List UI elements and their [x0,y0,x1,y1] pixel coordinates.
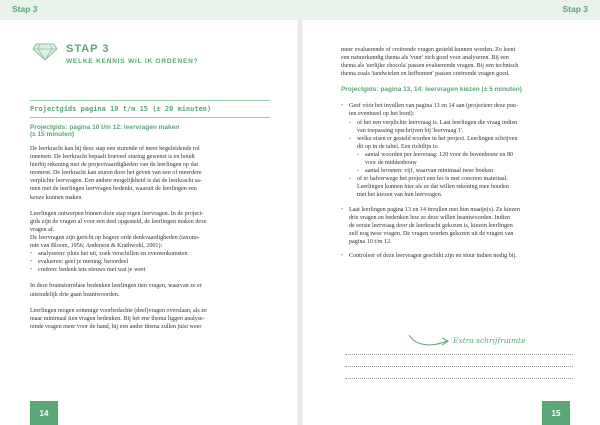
taxonomy-list [30,250,275,274]
arrow-icon [407,332,451,348]
right-page [303,20,600,425]
divider-top [30,100,270,101]
list-item: - aantal woorden per leervraag: 120 voor de bovenbouw en 80 voor de middenbouw [357,151,591,167]
page-number-right: 15 [542,401,570,425]
divider-bottom [30,117,270,118]
list-item: • Controleer of deze leervragen geschikt zijn en stuur indien nodig bij. [341,252,591,260]
list-item: • creëren: bedenk iets nieuws met wat je weet [30,266,275,274]
subsection-heading-time: (± 15 minuten) [30,131,75,138]
writing-line [345,354,573,355]
list-item: • evalueren: geef je mening, beoordeel [30,258,275,266]
running-header-right: Stap 3 [562,4,588,14]
paragraph: De leerkracht kan bij deze stap een sturende of meer begeleidende rol innemen. De leerkracht bepaalt hoeveel sturing gewenst is en houdt hierbij rekening met de projectvaardigheden van de leerlingen op dat moment. De leerkracht kan sturen door het geven van een of meerdere verplichte leervragen. Een andere mogelijkheid is dat de leerkracht sa- men met de leerlingen leervragen bedenkt, waaruit de leerlingen een keuze kunnen maken. [30,146,202,201]
instruction-list [341,102,591,260]
page-number-left: 14 [30,401,58,425]
section-heading: Projectgids pagina 10 t/m 15 (± 20 minuten) [30,105,212,113]
page-title: STAP 3 [66,43,110,55]
subsection-heading: Projectgids: pagina 13, 14: leervragen kiezen (± 5 minuten) [341,86,522,94]
diamond-icon [32,43,58,61]
writing-line [345,366,573,367]
running-header-left: Stap 3 [12,4,38,14]
list-item: • Geef vóór het invullen van pagina 13 en 14 aan (projecteer deze pun- ten eventueel op het bord): - of het een verplichte leervraag is. Laat leerlingen die vraag indien van toepassing opschrijven bij 'leervraag 1'. - welke eisen er gesteld worden in het project. Leerlingen schrijven dit op in de tabel. Een richtlijn is: - aantal woorden per leervraag: 120 voor de bovenbouw en 80 voor de middenbouw - aantal bronnen: vijf, waarvan minimaal twee boeken - of er halverwege het project een les is met concreet materiaal. Leerlingen kunnen hier als ze dat willen rekening mee houden met het kiezen van hun leervragen. [341,102,591,199]
list-item: • Laat leerlingen pagina 13 en 14 invullen met hun maatje(s). Ze kiezen drie vragen en bedenken hoe ze deze willen beantwoorden. Indien de eerste leervraag door de leerkracht gekozen is, kiezen leerlingen zelf nog twee vragen. De vragen worden gekozen uit de vragen van pagina 10 t/m 12. [341,206,591,246]
requirement-list [349,119,591,200]
paragraph: Leerlingen mogen sommige voorbedachte (deel)vragen overslaan, als ze maar minimaal tien vragen bedenken. Bij het ene thema liggen analyse- rende vragen meer voor de hand, bij een ander thema zullen juist weer [30,307,207,330]
running-header [0,0,600,20]
writing-line [345,378,573,379]
left-body [30,124,275,331]
subsection-heading: Projectgids: pagina 10 t/m 12: leervragen maken [30,124,180,131]
list-item: - of er halverwege het project een les is met concreet materiaal. Leerlingen kunnen hier als ze dat willen rekening mee houden met het kiezen van hun leervragen. [349,175,591,199]
paragraph: meer evaluerende of creërende vragen gesteld kunnen worden. Zo leent een natuurkundig thema als 'vuur' zich goed voor analyseren. Bij een thema als 'eerlijke chocola' passen evaluerende vragen. Bij een technisch thema zoals 'tandwielen en hefbomen' passen creërende vragen goed. [341,47,519,78]
right-body [341,46,591,260]
page-subtitle: WELKE KENNIS WIL IK ORDENEN? [66,58,199,65]
list-item: - of het een verplichte leervraag is. Laat leerlingen die vraag indien van toepassing opschrijven bij 'leervraag 1'. [349,119,591,135]
guideline-list [357,151,591,175]
left-page [0,20,297,425]
paragraph: Leerlingen ontwerpen binnen deze stap eigen leervragen. In de project- gids zijn de vragen al voor een deel opgesteld, de leerlingen maken deze vragen af. De leervragen zijn gericht op hogere orde denkvaardigheden (taxono- mie van Bloom, 1956; Anderson & Krathwohl, 2001): [30,210,207,250]
notes-label: Extra schrijfruimte [453,336,526,345]
list-item: - welke eisen er gesteld worden in het project. Leerlingen schrijven dit op in de tabel. Een richtlijn is: - aantal woorden per leervraag: 120 voor de bovenbouw en 80 voor de middenbouw - aantal bronnen: vijf, waarvan minimaal twee boeken [349,135,591,175]
paragraph: In deze brainstormfase bedenken leerlingen tien vragen, waarvan ze er uiteindelijk drie gaan beantwoorden. [30,283,202,298]
list-item: - aantal bronnen: vijf, waarvan minimaal twee boeken [357,167,591,175]
list-item: • analyseren: pluis het uit, zoek verschillen en overeenkomsten [30,250,275,258]
